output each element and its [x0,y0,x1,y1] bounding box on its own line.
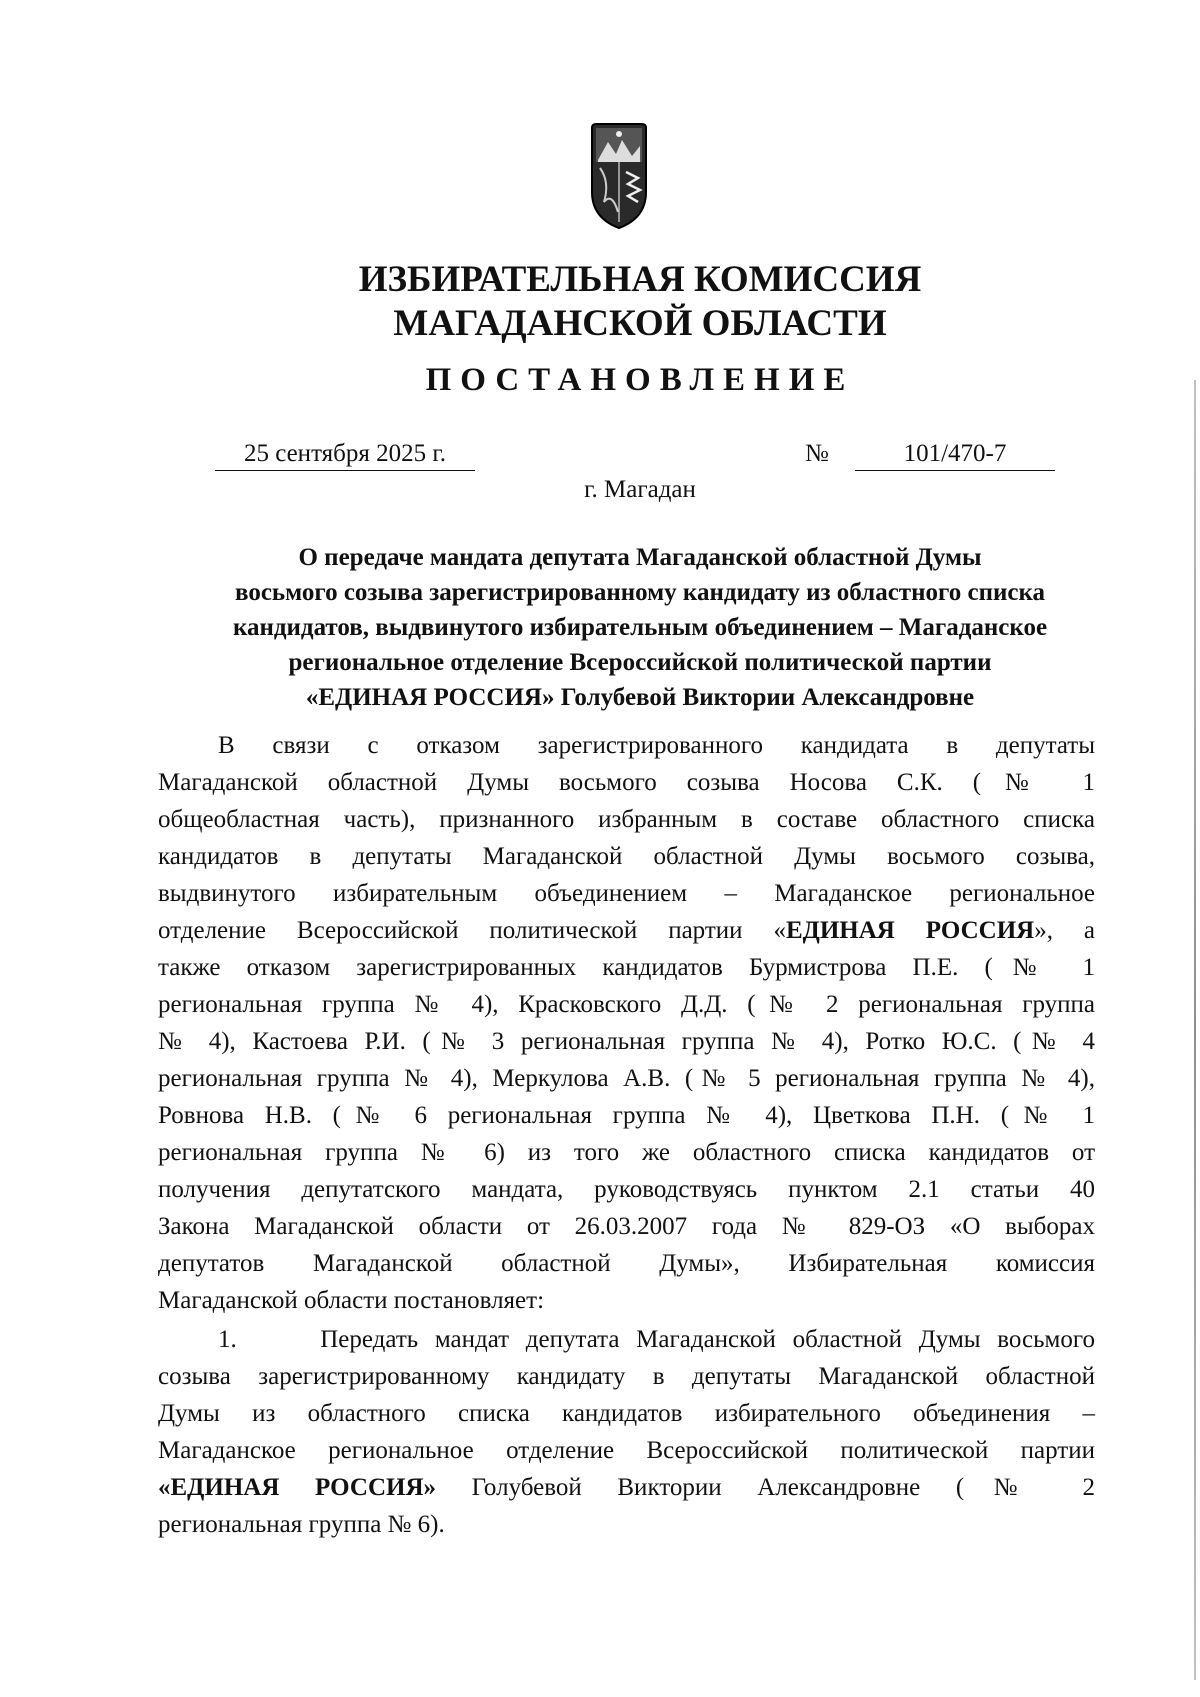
party-name-bold: ЕДИНАЯ РОССИЯ [785,917,1035,944]
body-line: выдвинутого избирательным объединением – Магаданское региональное [158,880,1095,907]
item-1-line: региональная группа № 6). [158,1511,445,1538]
subject-line: кандидатов, выдвинутого избирательным объединением – Магаданское [232,614,1048,641]
body-line: также отказом зарегистрированных кандидатов Бурмистрова П.Е. (№ 1 [158,954,1095,981]
body-line: депутатов Магаданской областной Думы», Избирательная комиссия [158,1250,1095,1277]
body-line: региональная группа № 4), Красковского Д.Д. (№ 2 региональная группа [158,991,1095,1018]
party-name-bold: «ЕДИНАЯ РОССИЯ» [158,1474,437,1501]
scan-page-edge [1194,380,1196,1680]
item-1-line [158,1321,1095,1358]
body-line: № 4), Кастоева Р.И. (№ 3 региональная группа № 4), Ротко Ю.С. (№ 4 [158,1028,1095,1055]
body-line: Магаданской области постановляет: [158,1287,545,1314]
item-1-line: созыва зарегистрированному кандидату в депутаты Магаданской областной [158,1363,1095,1390]
authority-line-2: МАГАДАНСКОЙ ОБЛАСТИ [393,303,887,344]
body-line: Ровнова Н.В. (№ 6 региональная группа № 4), Цветкова П.Н. (№ 1 [158,1102,1095,1129]
item-1-number: 1. [218,1326,237,1353]
body-line: кандидатов в депутаты Магаданской областной Думы восьмого созыва, [158,843,1095,870]
item-1-line: Думы из областного списка кандидатов избирательного объединения – [158,1400,1095,1427]
body-line [158,912,1095,949]
item-1-line [158,1469,1095,1506]
subject-line: «ЕДИНАЯ РОССИЯ» Голубевой Виктории Александровне [305,684,975,711]
authority-title [0,258,1200,346]
item-1-line: Магаданское региональное отделение Всероссийской политической партии [158,1437,1095,1464]
document-date: 25 сентября 2025 г. [215,440,475,471]
body-line: Магаданской областной Думы восьмого созыва Носова С.К. (№ 1 [158,769,1095,796]
number-sign: № [805,440,829,467]
body-line: Закона Магаданской области от 26.03.2007 года № 829-ОЗ «О выборах [158,1213,1095,1240]
document-subject [160,540,1120,715]
body-text: », а [1034,917,1095,944]
document-type: ПОСТАНОВЛЕНИЕ [425,362,855,398]
document-city: г. Магадан [584,476,696,503]
subject-line: региональное отделение Всероссийской политической партии [288,649,992,676]
document-number: 101/470-7 [855,440,1055,471]
body-line: общеобластная часть), признанного избранным в составе областного списка [158,806,1095,833]
subject-line: О передаче мандата депутата Магаданской областной Думы [298,544,982,571]
body-line: В связи с отказом зарегистрированного кандидата в депутаты [218,732,1095,759]
authority-line-1: ИЗБИРАТЕЛЬНАЯ КОМИССИЯ [358,259,922,300]
body-text: отделение Всероссийской политической партии « [158,917,786,944]
coat-of-arms-emblem [588,122,650,232]
body-line: получения депутатского мандата, руководствуясь пунктом 2.1 статьи 40 [158,1176,1095,1203]
item-1-text: Голубевой Виктории Александровне (№ 2 [471,1474,1096,1501]
document-body [158,727,1095,1543]
subject-line: восьмого созыва зарегистрированному кандидату из областного списка [235,579,1045,606]
item-1-text: Передать мандат депутата Магаданской областной Думы восьмого [320,1326,1095,1353]
body-line: региональная группа № 4), Меркулова А.В. (№ 5 региональная группа № 4), [158,1065,1095,1092]
body-line: региональная группа № 6) из того же областного списка кандидатов от [158,1139,1095,1166]
